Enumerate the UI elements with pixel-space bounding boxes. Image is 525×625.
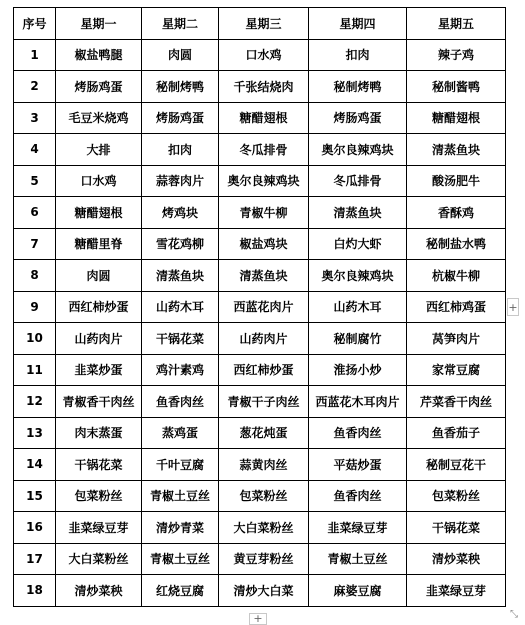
cell-wednesday[interactable]: 清炒大白菜 [219, 575, 309, 607]
cell-thursday[interactable]: 奥尔良辣鸡块 [309, 134, 407, 166]
table-row [14, 323, 506, 355]
cell-thursday[interactable]: 淮扬小炒 [309, 354, 407, 386]
cell-index[interactable]: 10 [14, 323, 56, 355]
cell-tuesday[interactable]: 红烧豆腐 [142, 575, 219, 607]
cell-index[interactable]: 4 [14, 134, 56, 166]
table-row [14, 291, 506, 323]
cell-tuesday[interactable]: 青椒土豆丝 [142, 543, 219, 575]
cell-friday[interactable]: 鱼香茄子 [407, 417, 506, 449]
table-row [14, 102, 506, 134]
add-row-handle[interactable]: + [249, 613, 267, 625]
cell-friday[interactable]: 韭菜绿豆芽 [407, 575, 506, 607]
cell-tuesday[interactable]: 山药木耳 [142, 291, 219, 323]
header-row [14, 8, 506, 40]
cell-thursday[interactable]: 青椒土豆丝 [309, 543, 407, 575]
cell-friday[interactable]: 秘制盐水鸭 [407, 228, 506, 260]
cell-monday[interactable]: 韭菜炒蛋 [56, 354, 142, 386]
cell-monday[interactable]: 干锅花菜 [56, 449, 142, 481]
cell-thursday[interactable]: 冬瓜排骨 [309, 165, 407, 197]
cell-index[interactable]: 15 [14, 480, 56, 512]
table-row [14, 134, 506, 166]
cell-thursday[interactable]: 西蓝花木耳肉片 [309, 386, 407, 418]
table-row [14, 512, 506, 544]
table-row [14, 543, 506, 575]
cell-index[interactable]: 7 [14, 228, 56, 260]
cell-friday[interactable]: 辣子鸡 [407, 39, 506, 71]
resize-table-icon[interactable]: ⤡ [510, 609, 518, 620]
cell-wednesday[interactable]: 西蓝花肉片 [219, 291, 309, 323]
cell-wednesday[interactable]: 蒜黄肉丝 [219, 449, 309, 481]
cell-friday[interactable]: 秘制豆花干 [407, 449, 506, 481]
cell-thursday[interactable]: 秘制腐竹 [309, 323, 407, 355]
cell-index[interactable]: 9 [14, 291, 56, 323]
header-cell-friday: 星期五 [407, 8, 506, 40]
cell-tuesday[interactable]: 肉圆 [142, 39, 219, 71]
cell-index[interactable]: 8 [14, 260, 56, 292]
cell-friday[interactable]: 清蒸鱼块 [407, 134, 506, 166]
cell-index[interactable]: 16 [14, 512, 56, 544]
cell-monday[interactable]: 口水鸡 [56, 165, 142, 197]
cell-tuesday[interactable]: 蒸鸡蛋 [142, 417, 219, 449]
cell-monday[interactable]: 大白菜粉丝 [56, 543, 142, 575]
cell-monday[interactable]: 椒盐鸭腿 [56, 39, 142, 71]
cell-thursday[interactable]: 奥尔良辣鸡块 [309, 260, 407, 292]
cell-wednesday[interactable]: 椒盐鸡块 [219, 228, 309, 260]
table-row [14, 39, 506, 71]
cell-monday[interactable]: 肉末蒸蛋 [56, 417, 142, 449]
cell-friday[interactable]: 秘制酱鸭 [407, 71, 506, 103]
header-cell-monday: 星期一 [56, 8, 142, 40]
cell-wednesday[interactable]: 千张结烧肉 [219, 71, 309, 103]
cell-thursday[interactable]: 白灼大虾 [309, 228, 407, 260]
cell-wednesday[interactable]: 糖醋翅根 [219, 102, 309, 134]
cell-monday[interactable]: 西红柿炒蛋 [56, 291, 142, 323]
cell-tuesday[interactable]: 蒜蓉肉片 [142, 165, 219, 197]
cell-tuesday[interactable]: 鸡汁素鸡 [142, 354, 219, 386]
cell-index[interactable]: 3 [14, 102, 56, 134]
cell-tuesday[interactable]: 烤鸡块 [142, 197, 219, 229]
cell-tuesday[interactable]: 清炒青菜 [142, 512, 219, 544]
cell-friday[interactable]: 干锅花菜 [407, 512, 506, 544]
cell-wednesday[interactable]: 清蒸鱼块 [219, 260, 309, 292]
cell-friday[interactable]: 芹菜香干肉丝 [407, 386, 506, 418]
cell-wednesday[interactable]: 冬瓜排骨 [219, 134, 309, 166]
cell-monday[interactable]: 糖醋里脊 [56, 228, 142, 260]
table-row [14, 386, 506, 418]
cell-wednesday[interactable]: 口水鸡 [219, 39, 309, 71]
table-row [14, 417, 506, 449]
cell-monday[interactable]: 糖醋翅根 [56, 197, 142, 229]
cell-tuesday[interactable]: 千叶豆腐 [142, 449, 219, 481]
cell-index[interactable]: 13 [14, 417, 56, 449]
header-cell-tuesday: 星期二 [142, 8, 219, 40]
cell-wednesday[interactable]: 大白菜粉丝 [219, 512, 309, 544]
cell-index[interactable]: 18 [14, 575, 56, 607]
cell-monday[interactable]: 清炒菜秧 [56, 575, 142, 607]
cell-monday[interactable]: 大排 [56, 134, 142, 166]
cell-tuesday[interactable]: 鱼香肉丝 [142, 386, 219, 418]
header-cell-index: 序号 [14, 8, 56, 40]
cell-monday[interactable]: 烤肠鸡蛋 [56, 71, 142, 103]
cell-friday[interactable]: 莴笋肉片 [407, 323, 506, 355]
cell-thursday[interactable]: 秘制烤鸭 [309, 71, 407, 103]
cell-thursday[interactable]: 鱼香肉丝 [309, 417, 407, 449]
add-column-handle[interactable]: + [507, 298, 519, 316]
table-row [14, 71, 506, 103]
cell-thursday[interactable]: 扣肉 [309, 39, 407, 71]
cell-friday[interactable]: 糖醋翅根 [407, 102, 506, 134]
cell-index[interactable]: 11 [14, 354, 56, 386]
cell-thursday[interactable]: 麻婆豆腐 [309, 575, 407, 607]
table-row [14, 449, 506, 481]
table-row [14, 260, 506, 292]
cell-index[interactable]: 12 [14, 386, 56, 418]
cell-monday[interactable]: 韭菜绿豆芽 [56, 512, 142, 544]
table-row [14, 228, 506, 260]
table-row [14, 165, 506, 197]
cell-tuesday[interactable]: 扣肉 [142, 134, 219, 166]
cell-tuesday[interactable]: 清蒸鱼块 [142, 260, 219, 292]
table-row [14, 575, 506, 607]
cell-tuesday[interactable]: 干锅花菜 [142, 323, 219, 355]
cell-tuesday[interactable]: 秘制烤鸭 [142, 71, 219, 103]
cell-monday[interactable]: 包菜粉丝 [56, 480, 142, 512]
cell-friday[interactable]: 酸汤肥牛 [407, 165, 506, 197]
cell-friday[interactable]: 清炒菜秧 [407, 543, 506, 575]
cell-index[interactable]: 14 [14, 449, 56, 481]
cell-thursday[interactable]: 平菇炒蛋 [309, 449, 407, 481]
cell-thursday[interactable]: 烤肠鸡蛋 [309, 102, 407, 134]
cell-thursday[interactable]: 鱼香肉丝 [309, 480, 407, 512]
cell-wednesday[interactable]: 青椒干子肉丝 [219, 386, 309, 418]
cell-index[interactable]: 6 [14, 197, 56, 229]
cell-wednesday[interactable]: 黄豆芽粉丝 [219, 543, 309, 575]
cell-friday[interactable]: 包菜粉丝 [407, 480, 506, 512]
cell-friday[interactable]: 家常豆腐 [407, 354, 506, 386]
cell-wednesday[interactable]: 山药肉片 [219, 323, 309, 355]
table-row [14, 197, 506, 229]
cell-wednesday[interactable]: 西红柿炒蛋 [219, 354, 309, 386]
cell-index[interactable]: 17 [14, 543, 56, 575]
cell-tuesday[interactable]: 烤肠鸡蛋 [142, 102, 219, 134]
cell-thursday[interactable]: 韭菜绿豆芽 [309, 512, 407, 544]
cell-index[interactable]: 5 [14, 165, 56, 197]
cell-friday[interactable]: 杭椒牛柳 [407, 260, 506, 292]
cell-tuesday[interactable]: 青椒土豆丝 [142, 480, 219, 512]
weekly-menu-table [13, 7, 506, 607]
cell-thursday[interactable]: 山药木耳 [309, 291, 407, 323]
cell-index[interactable]: 2 [14, 71, 56, 103]
cell-monday[interactable]: 青椒香干肉丝 [56, 386, 142, 418]
header-cell-wednesday: 星期三 [219, 8, 309, 40]
header-cell-thursday: 星期四 [309, 8, 407, 40]
cell-wednesday[interactable]: 包菜粉丝 [219, 480, 309, 512]
cell-monday[interactable]: 山药肉片 [56, 323, 142, 355]
table-row [14, 354, 506, 386]
cell-monday[interactable]: 毛豆米烧鸡 [56, 102, 142, 134]
cell-friday[interactable]: 西红柿鸡蛋 [407, 291, 506, 323]
cell-monday[interactable]: 肉圆 [56, 260, 142, 292]
cell-index[interactable]: 1 [14, 39, 56, 71]
cell-tuesday[interactable]: 雪花鸡柳 [142, 228, 219, 260]
table-row [14, 480, 506, 512]
cell-wednesday[interactable]: 葱花炖蛋 [219, 417, 309, 449]
cell-friday[interactable]: 香酥鸡 [407, 197, 506, 229]
cell-wednesday[interactable]: 奥尔良辣鸡块 [219, 165, 309, 197]
cell-thursday[interactable]: 清蒸鱼块 [309, 197, 407, 229]
cell-wednesday[interactable]: 青椒牛柳 [219, 197, 309, 229]
